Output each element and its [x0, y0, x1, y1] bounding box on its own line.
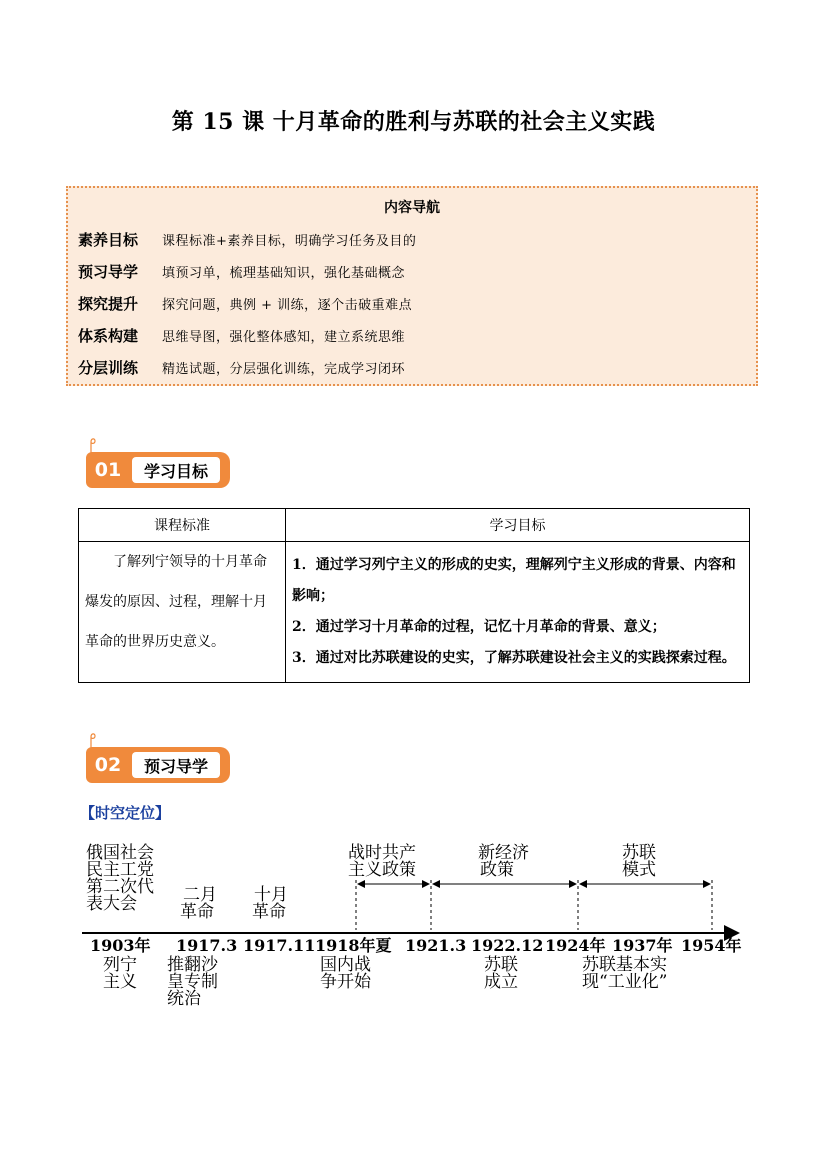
nav-key: 预习导学: [78, 262, 139, 281]
timeline-date: 1921.3: [405, 936, 467, 955]
timeline-label: 十月: [254, 885, 288, 905]
section-label: 学习目标: [132, 457, 220, 483]
section-label-wrap: [126, 747, 230, 783]
subsection-heading: 【时空定位】: [80, 804, 171, 822]
timeline-label: 争开始: [320, 972, 371, 992]
nav-row: [78, 292, 412, 314]
timeline-date: 1954年: [681, 936, 742, 955]
content-navigation-box: [66, 186, 758, 386]
timeline-label: 俄国社会: [86, 843, 154, 863]
timeline-label: 第二次代: [86, 877, 154, 897]
timeline-date: 1924年: [545, 936, 606, 955]
nav-key: 探究提升: [78, 294, 139, 313]
timeline-label: 民主工党: [86, 860, 154, 880]
timeline-label: 表大会: [86, 894, 137, 914]
timeline-label: 列宁: [103, 955, 137, 975]
timeline-date: 1918年夏: [315, 936, 392, 955]
section-label: 预习导学: [132, 752, 220, 778]
goal-item: 3．通过对比苏联建设的史实，了解苏联建设社会主义的实践探索过程。: [292, 650, 736, 666]
nav-heading: 内容导航: [384, 200, 440, 216]
goals-table: [78, 508, 750, 683]
nav-value: 填预习单，梳理基础知识，强化基础概念: [162, 265, 406, 281]
goal-item: 2．通过学习十月革命的过程，记忆十月革命的背景、意义；: [292, 619, 666, 635]
nav-value: 精选试题，分层强化训练，完成学习闭环: [162, 361, 406, 377]
timeline-label: 成立: [484, 972, 518, 992]
section-badge-learning-goals: [86, 446, 240, 490]
table-header: 学习目标: [286, 509, 750, 542]
page-title: 第 15 课 十月革命的胜利与苏联的社会主义实践: [171, 109, 656, 135]
section-label-wrap: [126, 452, 230, 488]
timeline-date: 1917.11: [243, 936, 316, 955]
course-standard-text: 了解列宁领导的十月革命爆发的原因、过程，理解十月革命的世界历史意义。: [85, 554, 267, 650]
section-badge-preview: [86, 741, 240, 785]
nav-value: 思维导图，强化整体感知，建立系统思维: [162, 329, 406, 345]
timeline-label: 革命: [180, 902, 214, 922]
section-number: 02: [86, 747, 130, 783]
nav-row: [78, 356, 405, 378]
table-row: [79, 542, 750, 683]
nav-row: [78, 228, 416, 250]
timeline-label: 模式: [622, 860, 656, 880]
table-header: 课程标准: [79, 509, 286, 542]
timeline-date: 1903年: [90, 936, 151, 955]
nav-key: 分层训练: [78, 358, 139, 377]
timeline-diagram: [0, 830, 827, 1020]
nav-row: [78, 324, 405, 346]
nav-value: 探究问题，典例 + 训练，逐个击破重难点: [162, 297, 413, 313]
timeline-label: 主义: [103, 972, 137, 992]
timeline-label: 统治: [167, 989, 201, 1009]
timeline-label: 苏联: [484, 955, 518, 975]
timeline-date: 1917.3: [176, 936, 238, 955]
nav-key: 体系构建: [78, 326, 139, 345]
timeline-label: 苏联基本实: [582, 955, 667, 975]
timeline-label: 皇专制: [167, 972, 218, 992]
timeline-label: 战时共产: [348, 843, 416, 863]
nav-row: [78, 260, 405, 282]
timeline-label: 新经济: [478, 843, 529, 863]
timeline-label: 主义政策: [348, 860, 416, 880]
timeline-label: 现“工业化”: [582, 972, 668, 992]
timeline-label: 革命: [252, 902, 286, 922]
timeline-label: 苏联: [622, 843, 656, 863]
course-standard-cell: [79, 542, 286, 683]
timeline-label: 推翻沙: [167, 955, 218, 975]
timeline-date: 1937年: [612, 936, 673, 955]
section-number: 01: [86, 452, 130, 488]
learning-goals-cell: [286, 542, 750, 683]
timeline-label: 国内战: [320, 955, 371, 975]
timeline-label: 二月: [183, 885, 217, 905]
table-header-row: [79, 509, 750, 542]
nav-value: 课程标准+素养目标，明确学习任务及目的: [162, 233, 417, 249]
timeline-label: 政策: [480, 860, 514, 880]
goal-item: 1．通过学习列宁主义的形成的史实，理解列宁主义形成的背景、内容和影响；: [292, 557, 736, 604]
timeline-date: 1922.12: [471, 936, 544, 955]
nav-key: 素养目标: [78, 230, 139, 249]
